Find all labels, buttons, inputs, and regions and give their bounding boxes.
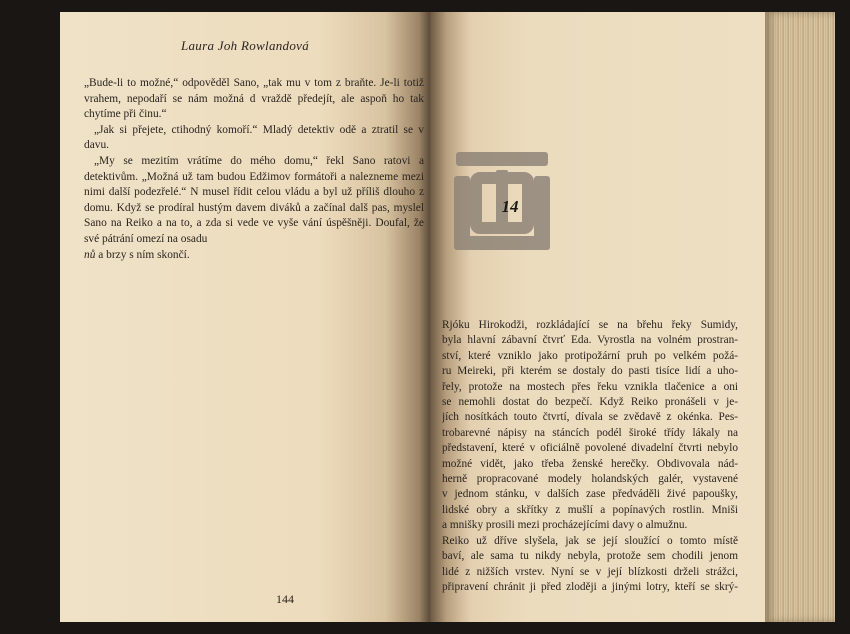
text-line: herně propracované modely holandských galér, vystavené: [442, 473, 738, 486]
text-line: jích nosítkách touto čtvrtí, dívala se zvědavě z okénka. Pes-: [442, 411, 738, 424]
page-edges: [765, 12, 835, 622]
right-page-text: [442, 318, 738, 595]
text-line: připravení chránit ji před zloději a jinými lotry, kteří se skrý-: [442, 580, 738, 593]
paragraph: „My se mezitím vrátíme do mého domu,“ řekl Sano ratovi a detektivům. „Možná už tam budou Edžimov formátoři a nalezneme mezi nimi další podezřelé.“ N musel řídit celou vládu a byl už příliš dlouho z domu. Když se prodíral hustým davem diváků a začínal dalš pas, myslel Sano na Reiko a na to, a zda si vede ve vyše vání úspěšněji. Doufal, že své pátrání omezí na osadu: [84, 154, 424, 245]
running-head: Laura Joh Rowlandová: [180, 38, 310, 53]
text-line: lidé z nižších vrstev. Nyní se v její blízkosti drželi strážci,: [442, 565, 738, 578]
paragraph-tail: [84, 248, 424, 264]
page-number: 144: [276, 592, 294, 606]
left-page-text: [84, 76, 424, 263]
chapter-number: 14: [501, 197, 519, 216]
paragraph-end: a brzy s ním skončí.: [98, 248, 190, 261]
paragraph: „Jak si přejete, ctihodný komoří.“ Mladý detektiv odě a ztratil se v davu.: [84, 123, 424, 152]
text-line: lidské obry a skřítky z mušlí a popínavých rostlin. Mniši: [442, 503, 738, 516]
text-line: ství, které vzniklo jako protipožární pruh po velkém požá-: [442, 349, 738, 362]
italic-word: nů: [84, 248, 96, 261]
paragraph: „Bude-li to možné,“ odpověděl Sano, „tak mu v tom z braňte. Je-li totiž vrahem, nepodaří se nám možná d vraždě předejít, ale aspoň ho tak chytíme při činu.“: [84, 77, 424, 121]
text-line: a mnišky prosili mezi procházejícími davy o almužnu.: [442, 519, 688, 532]
text-line: baví, ale sama tu nikdy nebyla, protože sem chodili jenom: [442, 550, 738, 563]
text-line: představení, které v oficiálně povolené divadelní čtvrti nebylo: [442, 442, 738, 455]
text-line: byla hlavní zábavní čtvrť Eda. Vyrostla na volném prostran-: [442, 334, 738, 347]
text-line: se nemohli dostat do bezpečí. Když Reiko pronášeli v je-: [442, 396, 738, 409]
text-line: ru Meireki, při kterém se dostaly do pasti tisíce lidí a uho-: [442, 365, 738, 378]
text-line: v jednom stánku, v dalších zase předváděli živé papoušky,: [442, 488, 738, 501]
text-line: řely, protože na mostech přes řeku vznikla tlačenice a oni: [442, 380, 738, 393]
text-line: možné vidět, jako třeba ženské herečky. Obdivovala nád-: [442, 457, 738, 470]
text-line: Reiko už dříve slyšela, jak se její sloužící o tomto místě: [442, 534, 738, 547]
text-line: Rjóku Hirokodži, rozkládající se na břehu řeky Sumidy,: [442, 319, 738, 331]
text-line: trobarevné nápisy na stáncích podél široké třídy lákaly na: [442, 426, 738, 439]
